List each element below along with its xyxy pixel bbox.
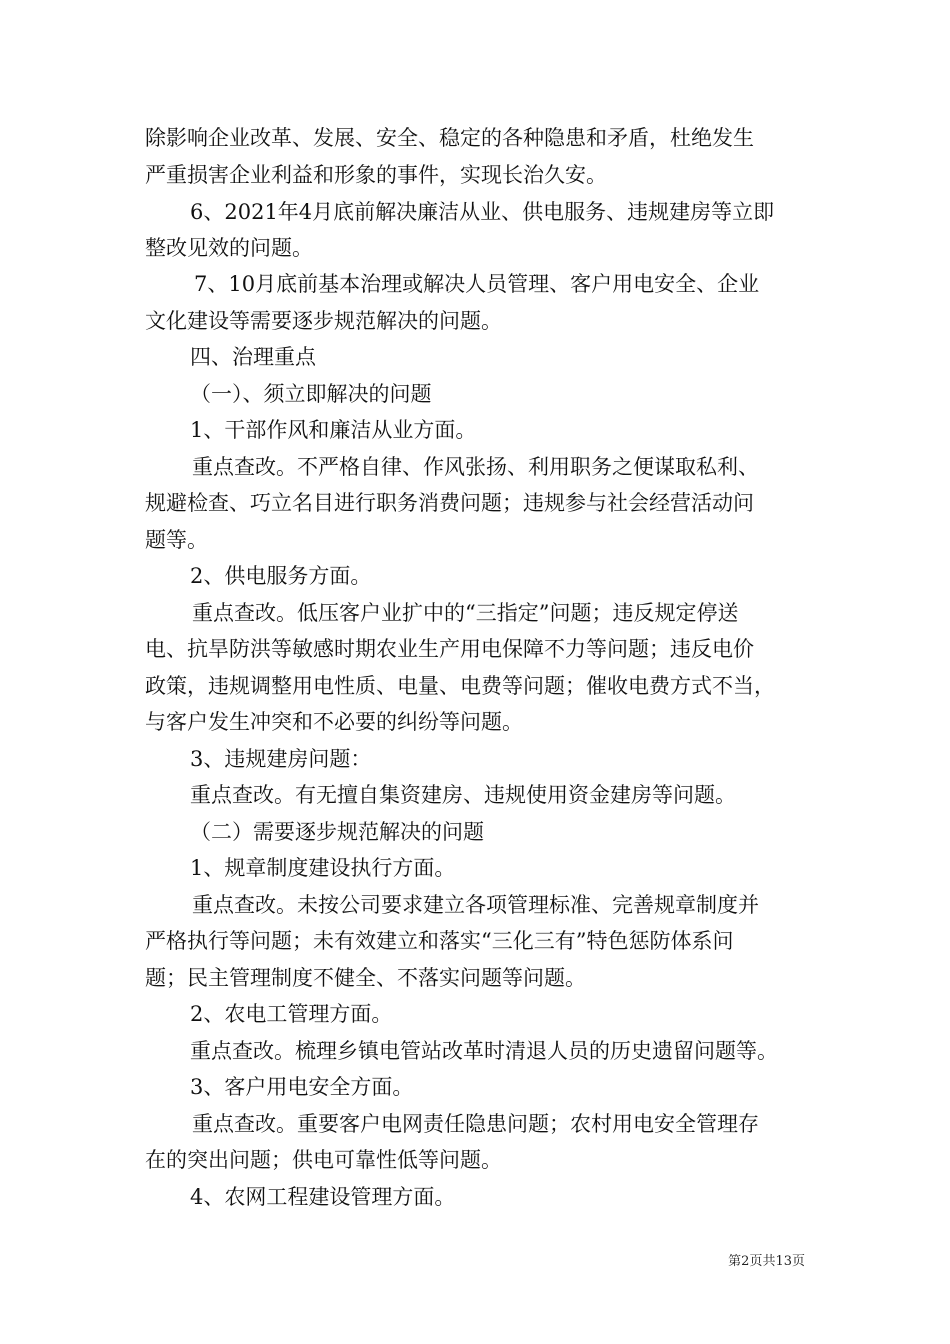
body-line: 6、2021年4月底前解决廉洁从业、供电服务、违规建房等立即 <box>190 200 775 224</box>
body-line: 整改见效的问题。 <box>145 236 313 260</box>
subsection-heading: （一）、须立即解决的问题 <box>190 382 432 406</box>
body-line: 重点查改。有无擅自集资建房、违规使用资金建房等问题。 <box>190 783 736 807</box>
item-heading: 4、农网工程建设管理方面。 <box>190 1185 456 1209</box>
item-heading: 2、农电工管理方面。 <box>190 1002 393 1026</box>
page-number-footer: 第2页共13页 <box>728 1254 805 1269</box>
body-line: 重点查改。重要客户电网责任隐患问题；农村用电安全管理存 <box>192 1112 759 1136</box>
body-line: 政策，违规调整用电性质、电量、电费等问题；催收电费方式不当， <box>145 674 775 698</box>
body-line: 电、抗旱防洪等敏感时期农业生产用电保障不力等问题；违反电价 <box>145 637 754 661</box>
body-line: 题等。 <box>145 528 208 552</box>
body-line: 重点查改。低压客户业扩中的“三指定”问题；违反规定停送 <box>192 601 739 625</box>
item-heading: 1、规章制度建设执行方面。 <box>190 856 456 880</box>
item-heading: 1、干部作风和廉洁从业方面。 <box>190 418 477 442</box>
body-line: 规避检查、巧立名目进行职务消费问题；违规参与社会经营活动问 <box>145 491 754 515</box>
item-heading: 3、客户用电安全方面。 <box>190 1075 414 1099</box>
section-heading: 四、治理重点 <box>190 345 316 369</box>
body-line: 题；民主管理制度不健全、不落实问题等问题。 <box>145 966 586 990</box>
body-line: 重点查改。不严格自律、作风张扬、利用职务之便谋取私利、 <box>192 455 759 479</box>
body-line: 文化建设等需要逐步规范解决的问题。 <box>145 309 502 333</box>
subsection-heading: （二）需要逐步规范解决的问题 <box>190 820 484 844</box>
body-line: 与客户发生冲突和不必要的纠纷等问题。 <box>145 710 523 734</box>
body-line: 严格执行等问题；未有效建立和落实“三化三有”特色惩防体系问 <box>145 929 734 953</box>
body-line: 严重损害企业利益和形象的事件，实现长治久安。 <box>145 163 607 187</box>
body-line: 7、10月底前基本治理或解决人员管理、客户用电安全、企业 <box>194 272 760 296</box>
item-heading: 3、违规建房问题： <box>190 747 372 771</box>
body-line: 在的突出问题；供电可靠性低等问题。 <box>145 1148 502 1172</box>
body-line: 重点查改。未按公司要求建立各项管理标准、完善规章制度并 <box>192 893 759 917</box>
item-heading: 2、供电服务方面。 <box>190 564 372 588</box>
body-line: 除影响企业改革、发展、安全、稳定的各种隐患和矛盾，杜绝发生 <box>145 126 754 150</box>
body-line: 重点查改。梳理乡镇电管站改革时清退人员的历史遗留问题等。 <box>190 1039 778 1063</box>
